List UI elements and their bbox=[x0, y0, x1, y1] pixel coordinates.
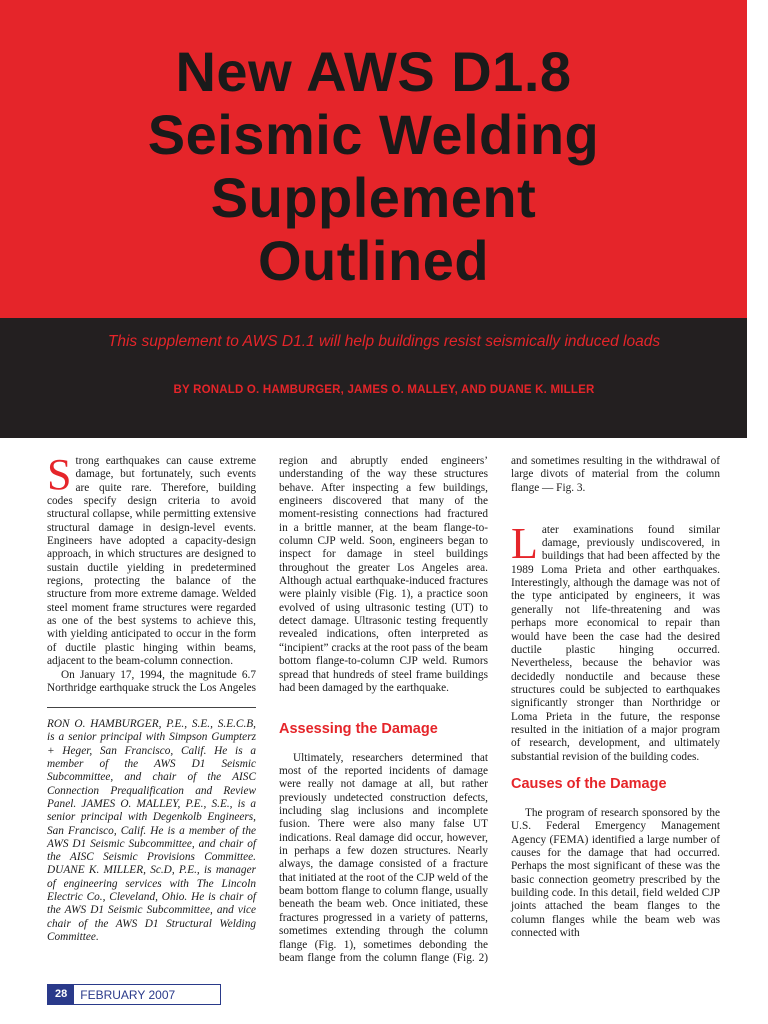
paragraph-2-continued bbox=[279, 455, 488, 709]
column-3 bbox=[511, 455, 720, 940]
article-subtitle: This supplement to AWS D1.1 will help buildings resist seismically induced loads bbox=[107, 333, 661, 350]
paragraph-3-rest: and sometimes resulting in the withdrawal of large divots of material from the column flange — Fig. 3. bbox=[511, 455, 720, 494]
author-bio: RON O. HAMBURGER, P.E., S.E., S.E.C.B, is a senior principal with Simpson Gumpterz + Heger, San Francisco, Calif. He is a member of the AWS D1 Seismic Subcommittee, and chair of the AISC Connection Prequalification and Review Panel. JAMES O. MALLEY, P.E., S.E., is a senior principal with Degenkolb Engineers, San Francisco, Calif. He is a member of the AWS D1 Seismic Subcommittee, and chair of the AISC Seismic Provisions Committee. DUANE K. MILLER, Sc.D, P.E., is manager of engineering services with The Lincoln Electric Co., Cleveland, Ohio. He is chair of the AWS D1 Seismic Subcommittee, and vice chair of the AWS D1 Structural Welding Committee. bbox=[47, 718, 256, 943]
title-line-3: Supplement bbox=[210, 166, 537, 229]
paragraph-3-continued bbox=[511, 455, 720, 522]
paragraph-2-text: region and abruptly ended engineers’ understanding of the way these structures behave. After inspecting a few buildings, engineers discovered that many of the moment-resisting connections had fractured in a brittle manner, at the beam flange-to-column CJP weld. Soon, engineers began to inspect for damage in steel buildings throughout the greater Los Angeles area. Although actual earthquake-induced fractures were plainly visible (Fig. 1), a practice soon evolved of using ultrasonic testing (UT) to detect damage. Ultrasonic testing frequently revealed indications, often interpreted as “incipient” cracks at the root pass of the beam bottom flange-to-column CJP weld. Rumors spread that hundreds of steel frame buildings had been damaged by the earthquake. bbox=[279, 455, 488, 694]
issue-date: FEBRUARY 2007 bbox=[80, 987, 176, 1002]
paragraph-4-text: ater examinations found similar damage, previously undiscovered, in buildings that had been affected by the 1989 Loma Prieta and other earthquakes. Interestingly, although the damage was not of the type anticipated by engineers, it was generally not life-threatening and was perhaps more economical to repair than would have been the case had the desired ductile plastic hinging occurred. Nevertheless, because the behavior was decidedly nonductile and because these structures could be subjected to earthquakes significantly stronger than Northridge or Loma Prieta in the future, the response resulted in the initiation of a major program of research, development, and ultimately substantial revision of the building codes. bbox=[511, 523, 720, 763]
paragraph-3-start bbox=[279, 752, 488, 966]
paragraph-4 bbox=[511, 518, 720, 764]
column-1 bbox=[47, 450, 256, 944]
page-footer bbox=[47, 984, 221, 1005]
title-line-2: Seismic Welding bbox=[147, 103, 600, 166]
byline: BY RONALD O. HAMBURGER, JAMES O. MALLEY, AND DUANE K. MILLER bbox=[173, 384, 595, 396]
bio-divider bbox=[47, 707, 256, 708]
paragraph-5: The program of research sponsored by the U.S. Federal Emergency Management Agency (FEMA) identified a large number of causes for the damage that had occurred. Perhaps the most significant of these was the basic connection geometry prescribed by the building code. In this detail, field welded CJP joints attached the beam flanges to the column flanges while the beam web was connected with bbox=[511, 806, 720, 940]
page-number: 28 bbox=[48, 985, 74, 1004]
drop-cap: L bbox=[511, 518, 538, 568]
title-line-4: Outlined bbox=[257, 229, 490, 292]
article-title bbox=[0, 40, 747, 292]
heading-causes-damage: Causes of the Damage bbox=[511, 775, 667, 792]
paragraph-3-text: Ultimately, researchers determined that most of the reported incidents of damage were really not damage at all, but rather previously undetected construction defects, including slag inclusions and incomplete fusion. There were also many false UT indications. Real damage did occur, however, in perhaps a few dozen structures. Nearly always, the damage consisted of a fracture that initiated at the root of the CJP weld of the beam bottom flange to column flange, usually beneath the beam web. Once initiated, these fractures progressed in a variety of patterns, sometimes extending through the column flange (Fig. 1), sometimes debonding the beam flange from the column flange (Fig. 2) bbox=[279, 751, 488, 964]
heading-assessing-damage: Assessing the Damage bbox=[279, 720, 438, 737]
paragraph-1 bbox=[47, 450, 256, 669]
column-2 bbox=[279, 455, 488, 965]
title-line-1: New AWS D1.8 bbox=[175, 40, 572, 103]
paragraph-2-start: On January 17, 1994, the magnitude 6.7 Northridge earthquake struck the Los Angeles bbox=[47, 668, 256, 694]
paragraph-1-text: trong earthquakes can cause extreme damage, but fortunately, such events are quite rare. Therefore, building codes specify design criteria to avoid structural collapse, while permitting extensive structural damage in design-level events. Engineers have adopted a capacity-design approach, in which structures are designed to sustain ductile yielding in predetermined regions, protecting the balance of the structure from more extreme damage. Welded steel moment frame structures were regarded as one of the best systems to achieve this, with yielding anticipated to occur in the form of ductile plastic hinging within beams, adjacent to the beam-column connection. bbox=[47, 455, 256, 668]
drop-cap: S bbox=[47, 450, 72, 499]
